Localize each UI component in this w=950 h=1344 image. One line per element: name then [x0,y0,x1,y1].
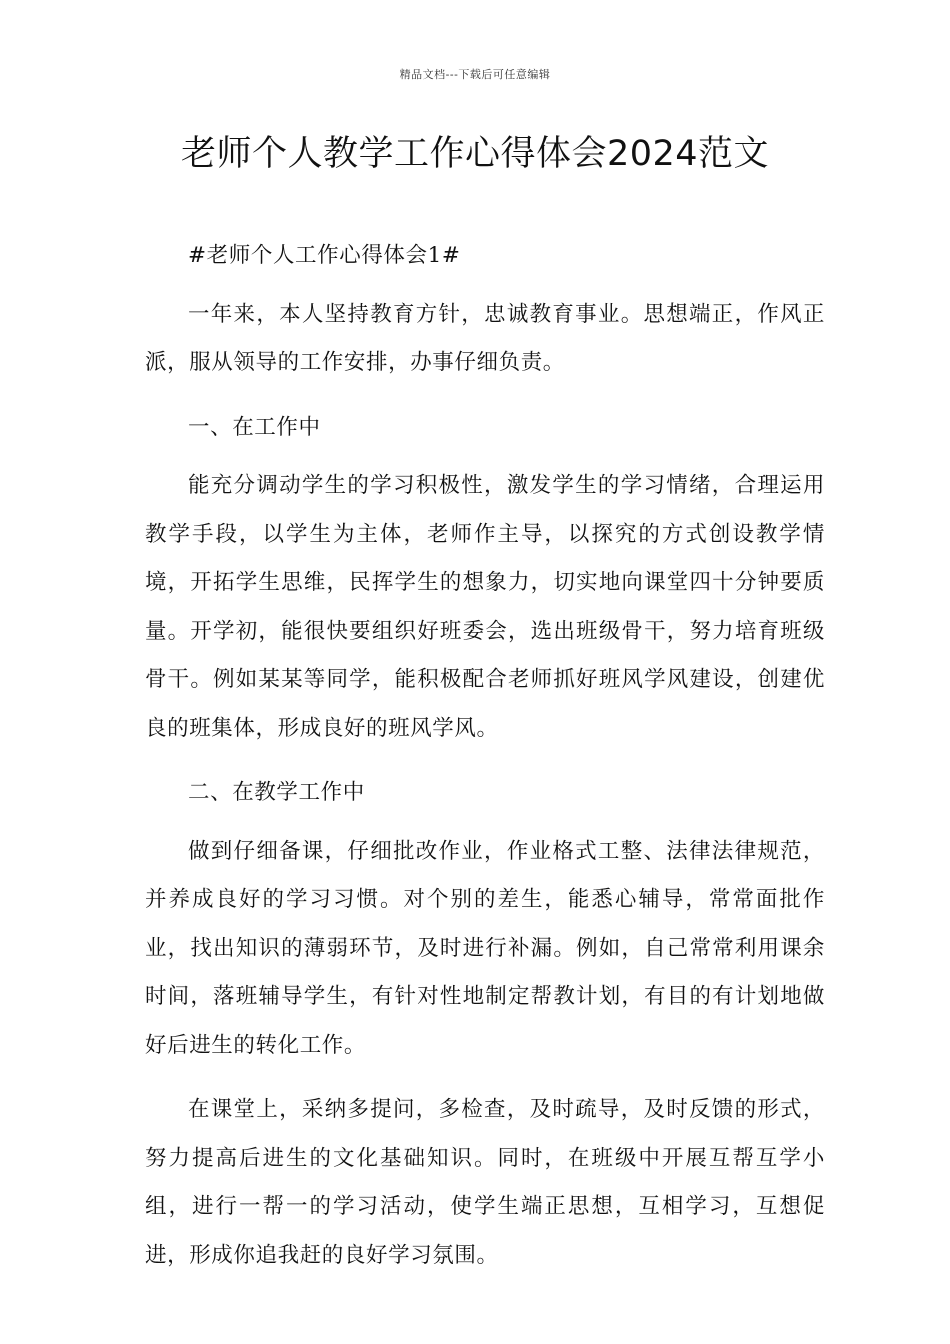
section-heading: 一、在工作中 [188,414,321,440]
section-heading: #老师个人工作心得体会1# [188,243,461,268]
paragraph: 能充分调动学生的学习积极性，激发学生的学习情绪，合理运用教学手段，以学生为主体，老师作主导，以探究的方式创设教学情境，开拓学生思维，民挥学生的想象力，切实地向课堂四十分钟要质量。开学初，能很快要组织好班委会，选出班级骨干，努力培育班级骨干。例如某某等同学，能积极配合老师抓好班风学风建设，创建优良的班集体，形成良好的班风学风。 [145,473,825,741]
page-header: 精品文档---下载后可任意编辑 [399,68,551,81]
paragraph: 在课堂上，采纳多提问，多检查，及时疏导，及时反馈的形式，努力提高后进生的文化基础知识。同时，在班级中开展互帮互学小组，进行一帮一的学习活动，使学生端正思想，互相学习，互想促进，形成你追我赶的良好学习氛围。 [145,1097,825,1268]
section-heading: 二、在教学工作中 [188,780,365,805]
paragraph: 一年来，本人坚持教育方针，忠诚教育事业。思想端正，作风正派，服从领导的工作安排，办事仔细负责。 [145,301,825,375]
paragraph: 做到仔细备课，仔细批改作业，作业格式工整、法律法律规范，并养成良好的学习习惯。对个别的差生，能悉心辅导，常常面批作业，找出知识的薄弱环节，及时进行补漏。例如，自己常常利用课余时间，落班辅导学生，有针对性地制定帮教计划，有目的有计划地做好后进生的转化工作。 [145,838,825,1058]
document-body [145,232,825,1296]
document-title: 老师个人教学工作心得体会2024范文 [180,134,770,174]
